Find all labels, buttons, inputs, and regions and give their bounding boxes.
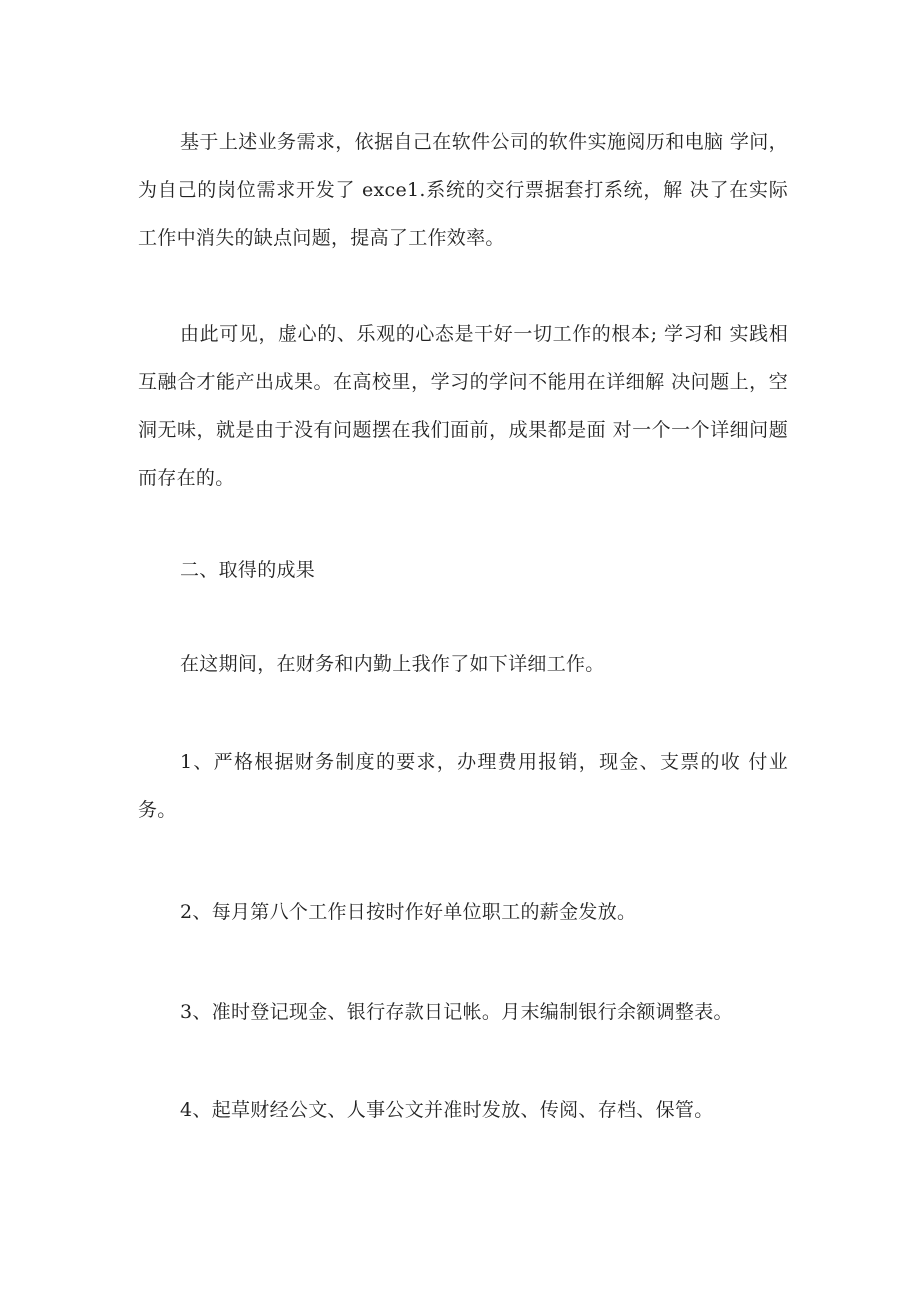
list-item-3: 3、准时登记现金、银行存款日记帐。月末编制银行余额调整表。 (180, 1001, 733, 1023)
paragraph-intro: 在这期间，在财务和内勤上我作了如下详细工作。 (180, 653, 605, 675)
section-heading: 二、取得的成果 (180, 559, 316, 581)
list-item-4: 4、起草财经公文、人事公文并准时发放、传阅、存档、保管。 (180, 1099, 714, 1121)
paragraph-software-system: 基于上述业务需求，依据自己在软件公司的软件实施阅历和电脑 学问，为自己的岗位需求开发了 exce1.系统的交行票据套打系统，解 决了在实际工作中消失的缺点问题，提高了工作效率。 (138, 131, 788, 249)
list-item-2: 2、每月第八个工作日按时作好单位职工的薪金发放。 (180, 901, 637, 923)
paragraph-learning-practice: 由此可见，虚心的、乐观的心态是干好一切工作的根本; 学习和 实践相互融合才能产出成果。在高校里，学习的学问不能用在详细解 决问题上，空洞无味，就是由于没有问题摆在我们面前，成果都是面 对一个一个详细问题而存在的。 (138, 323, 788, 489)
list-item-1: 1、严格根据财务制度的要求，办理费用报销，现金、支票的收 付业务。 (138, 751, 788, 821)
